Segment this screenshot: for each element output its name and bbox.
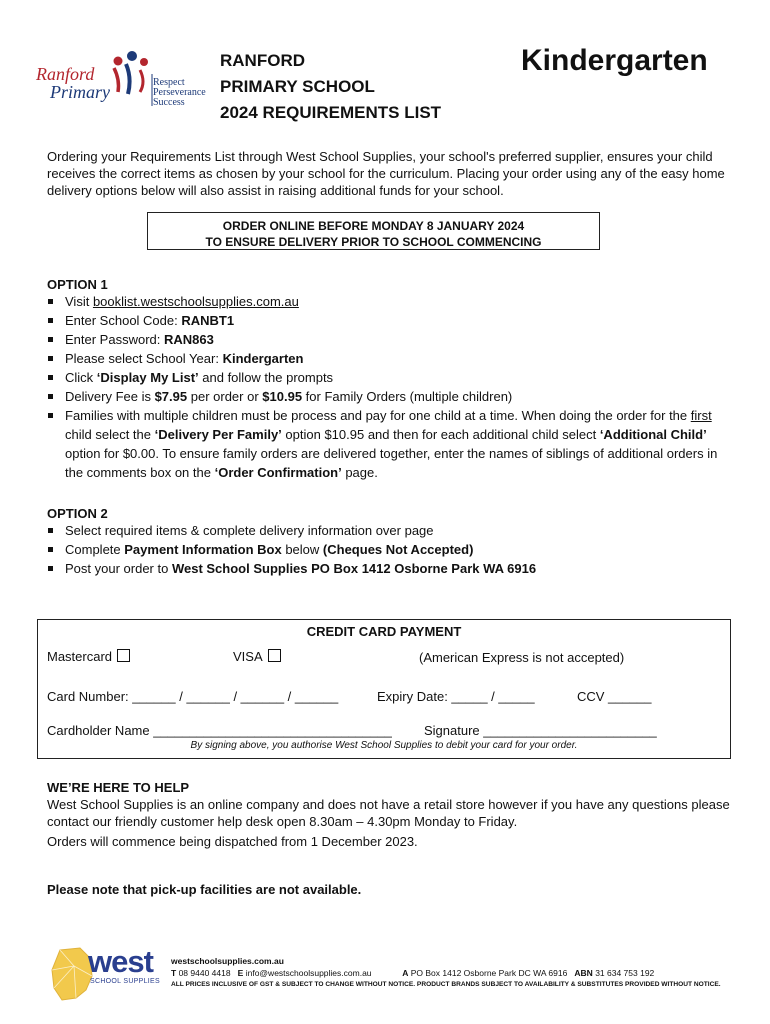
school-line-2: PRIMARY SCHOOL: [220, 77, 375, 96]
logo-value-perseverance: Perseverance: [153, 87, 206, 98]
order-deadline-box: [147, 212, 600, 250]
list-item: Enter School Code: RANBT1: [47, 311, 727, 330]
footer-phone: 08 9440 4418: [178, 968, 231, 978]
order-deadline-line-2: TO ENSURE DELIVERY PRIOR TO SCHOOL COMMENCING: [205, 235, 542, 249]
credit-card-title: CREDIT CARD PAYMENT: [306, 624, 462, 639]
mastercard-option[interactable]: Mastercard: [47, 649, 130, 664]
help-body: West School Supplies is an online company and does not have a retail store however if you have any questions please contact our friendly customer help desk open 8.30am – 4.30pm Monday to Friday.: [47, 797, 730, 829]
list-item: Visit booklist.westschoolsupplies.com.au: [47, 292, 727, 311]
card-number-field[interactable]: Card Number: ______ / ______ / ______ / ______: [47, 689, 339, 704]
amex-note: (American Express is not accepted): [419, 650, 625, 665]
list-item: Click ‘Display My List’ and follow the prompts: [47, 368, 727, 387]
cardholder-name-field[interactable]: Cardholder Name _________________________________: [47, 723, 392, 738]
visa-option[interactable]: VISA: [233, 649, 281, 664]
authorise-note: By signing above, you authorise West School Supplies to debit your card for your order.: [190, 740, 578, 751]
logo-value-success: Success: [153, 97, 185, 108]
footer-address: PO Box 1412 Osborne Park DC WA 6916: [410, 968, 568, 978]
logo-value-respect: Respect: [153, 77, 185, 88]
footer-email[interactable]: info@westschoolsupplies.com.au: [245, 968, 372, 978]
list-item: Delivery Fee is $7.95 per order or $10.95 for Family Orders (multiple children): [47, 387, 727, 406]
logo-word-ranford: Ranford: [36, 64, 95, 84]
expiry-date-field[interactable]: Expiry Date: _____ / _____: [377, 689, 535, 704]
credit-card-payment-box: [37, 619, 731, 759]
order-deadline-line-1: ORDER ONLINE BEFORE MONDAY 8 JANUARY 2024: [222, 219, 525, 233]
signature-field[interactable]: Signature ________________________: [424, 723, 657, 738]
option-1-heading: OPTION 1: [47, 277, 108, 292]
password: RAN863: [164, 332, 214, 347]
west-subtitle: SCHOOL SUPPLIES: [90, 978, 160, 985]
footer-contact: westschoolsupplies.com.au T 08 9440 4418 E info@westschoolsupplies.com.au A PO Box 1412 Osborne Park DC WA 6916 ABN 31 634 753 192 ALL PRICES INCLUSIVE OF GST & SUBJECT TO CHANGE WITHOUT NOTICE. PRODUCT BRANDS SUBJECT TO AVAILABILITY & SUBSTITUTES PROVIDED WITHOUT NOTICE.: [171, 955, 721, 991]
school-code: RANBT1: [181, 313, 235, 328]
school-line-1: RANFORD: [220, 51, 305, 70]
ranford-logo: [36, 48, 211, 120]
help-heading: WE’RE HERE TO HELP: [47, 780, 190, 795]
school-year: Kindergarten: [222, 351, 304, 366]
logo-values: [153, 78, 206, 108]
west-wordmark: west: [88, 944, 153, 979]
option-2-section: [47, 506, 727, 578]
list-item: Please select School Year: Kindergarten: [47, 349, 727, 368]
footer-website[interactable]: westschoolsupplies.com.au: [171, 956, 284, 966]
booklist-link[interactable]: booklist.westschoolsupplies.com.au: [92, 294, 299, 309]
option-2-list: [47, 521, 727, 578]
dispatch-note: Orders will commence being dispatched from 1 December 2023.: [47, 834, 418, 849]
option-1-section: [47, 277, 727, 482]
mastercard-checkbox[interactable]: [117, 649, 130, 662]
list-item: Families with multiple children must be process and pay for one child at a time. When doing the order for the first child select the ‘Delivery Per Family’ option $10.95 and then for each additional child select ‘Additional Child’ option for $0.00. To ensure family orders are delivered together, enter the names of siblings of additional orders in the comments box on the ‘Order Confirmation’ page.: [47, 406, 727, 482]
intro-paragraph: Ordering your Requirements List through West School Supplies, your school's preferred supplier, ensures your child receives the correct items as chosen by your school for the curriculum. Placing your order using any of the easy home delivery options below will also assist in raising additional funds for your school.: [47, 149, 725, 198]
help-section: [47, 779, 737, 850]
ccv-field[interactable]: CCV ______: [577, 689, 652, 704]
option-1-list: [47, 292, 727, 482]
west-logo: [50, 942, 165, 1004]
grade-title: Kindergarten: [521, 44, 708, 77]
logo-word-primary: Primary: [50, 82, 110, 102]
option-2-heading: OPTION 2: [47, 506, 108, 521]
list-item: Enter Password: RAN863: [47, 330, 727, 349]
pickup-note: Please note that pick-up facilities are not available.: [47, 882, 362, 897]
school-line-3: 2024 REQUIREMENTS LIST: [220, 103, 442, 122]
list-item: Complete Payment Information Box below (Cheques Not Accepted): [47, 540, 727, 559]
school-title: [220, 48, 441, 126]
visa-checkbox[interactable]: [268, 649, 281, 662]
footer-abn: 31 634 753 192: [595, 968, 655, 978]
footer-disclaimer: ALL PRICES INCLUSIVE OF GST & SUBJECT TO CHANGE WITHOUT NOTICE. PRODUCT BRANDS SUBJECT TO AVAILABILITY & SUBSTITUTES PROVIDED WITHOUT NOTICE.: [171, 981, 721, 988]
list-item: Post your order to West School Supplies PO Box 1412 Osborne Park WA 6916: [47, 559, 727, 578]
list-item: Select required items & complete delivery information over page: [47, 521, 727, 540]
